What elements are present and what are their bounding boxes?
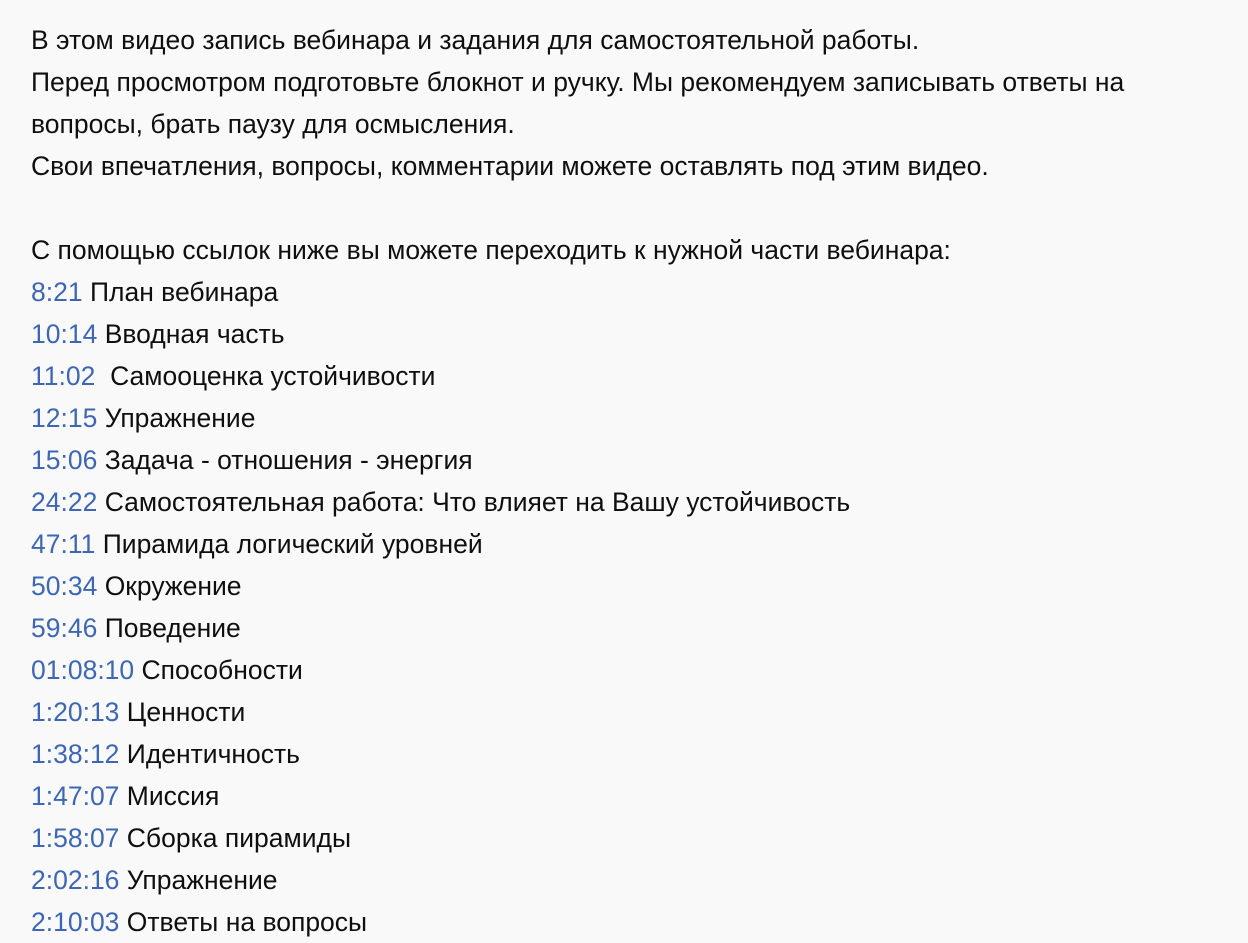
chapter-title: Поведение xyxy=(97,613,241,643)
chapter-item xyxy=(31,481,1241,523)
chapter-timestamp-link[interactable]: 01:08:10 xyxy=(31,655,135,685)
chapter-timestamp-link[interactable]: 11:02 xyxy=(31,361,96,391)
chapter-item xyxy=(31,775,1241,817)
chapter-timestamp-link[interactable]: 12:15 xyxy=(31,403,98,433)
chapter-item xyxy=(31,649,1241,691)
chapter-item xyxy=(31,271,1241,313)
video-description xyxy=(31,19,1241,943)
chapter-timestamp-link[interactable]: 2:02:16 xyxy=(31,865,120,895)
chapter-title: Ответы на вопросы xyxy=(119,907,368,937)
chapter-title: Способности xyxy=(134,655,303,685)
chapter-timestamp-link[interactable]: 59:46 xyxy=(31,613,98,643)
chapter-timestamp-link[interactable]: 8:21 xyxy=(31,277,83,307)
chapter-title: Задача - отношения - энергия xyxy=(97,445,473,475)
chapter-timestamp-link[interactable]: 50:34 xyxy=(31,571,98,601)
chapter-item xyxy=(31,817,1241,859)
chapter-item xyxy=(31,901,1241,943)
chapter-item xyxy=(31,691,1241,733)
chapter-title: Самооценка устойчивости xyxy=(95,361,436,391)
chapter-title: Упражнение xyxy=(119,865,278,895)
blank-line xyxy=(31,187,1241,229)
chapter-title: Упражнение xyxy=(97,403,256,433)
chapter-list xyxy=(31,271,1241,943)
chapters-intro: С помощью ссылок ниже вы можете переходить к нужной части вебинара: xyxy=(31,235,951,265)
chapter-title: Вводная часть xyxy=(97,319,285,349)
chapter-item xyxy=(31,523,1241,565)
chapter-timestamp-link[interactable]: 10:14 xyxy=(31,319,98,349)
chapter-timestamp-link[interactable]: 15:06 xyxy=(31,445,98,475)
description-line: Свои впечатления, вопросы, комментарии можете оставлять под этим видео. xyxy=(31,151,989,181)
chapter-title: Миссия xyxy=(119,781,220,811)
chapter-title: План вебинара xyxy=(82,277,279,307)
chapter-title: Идентичность xyxy=(119,739,300,769)
chapter-timestamp-link[interactable]: 1:20:13 xyxy=(31,697,120,727)
description-line: В этом видео запись вебинара и задания для самостоятельной работы. xyxy=(31,25,920,55)
chapter-item xyxy=(31,355,1241,397)
chapter-item xyxy=(31,397,1241,439)
chapter-title: Сборка пирамиды xyxy=(119,823,352,853)
chapter-timestamp-link[interactable]: 2:10:03 xyxy=(31,907,120,937)
chapter-timestamp-link[interactable]: 1:47:07 xyxy=(31,781,120,811)
description-line: Перед просмотром подготовьте блокнот и ручку. Мы рекомендуем записывать ответы на xyxy=(31,67,1125,97)
chapter-timestamp-link[interactable]: 47:11 xyxy=(31,529,96,559)
chapter-item xyxy=(31,607,1241,649)
chapter-item xyxy=(31,439,1241,481)
chapter-timestamp-link[interactable]: 1:58:07 xyxy=(31,823,120,853)
chapter-timestamp-link[interactable]: 1:38:12 xyxy=(31,739,120,769)
chapter-item xyxy=(31,313,1241,355)
chapter-title: Пирамида логический уровней xyxy=(95,529,483,559)
chapter-item xyxy=(31,565,1241,607)
chapter-title: Ценности xyxy=(119,697,246,727)
chapter-timestamp-link[interactable]: 24:22 xyxy=(31,487,98,517)
chapter-item xyxy=(31,733,1241,775)
chapter-title: Окружение xyxy=(97,571,242,601)
description-line: вопросы, брать паузу для осмысления. xyxy=(31,109,515,139)
chapter-title: Самостоятельная работа: Что влияет на Вашу устойчивость xyxy=(97,487,851,517)
chapter-item xyxy=(31,859,1241,901)
